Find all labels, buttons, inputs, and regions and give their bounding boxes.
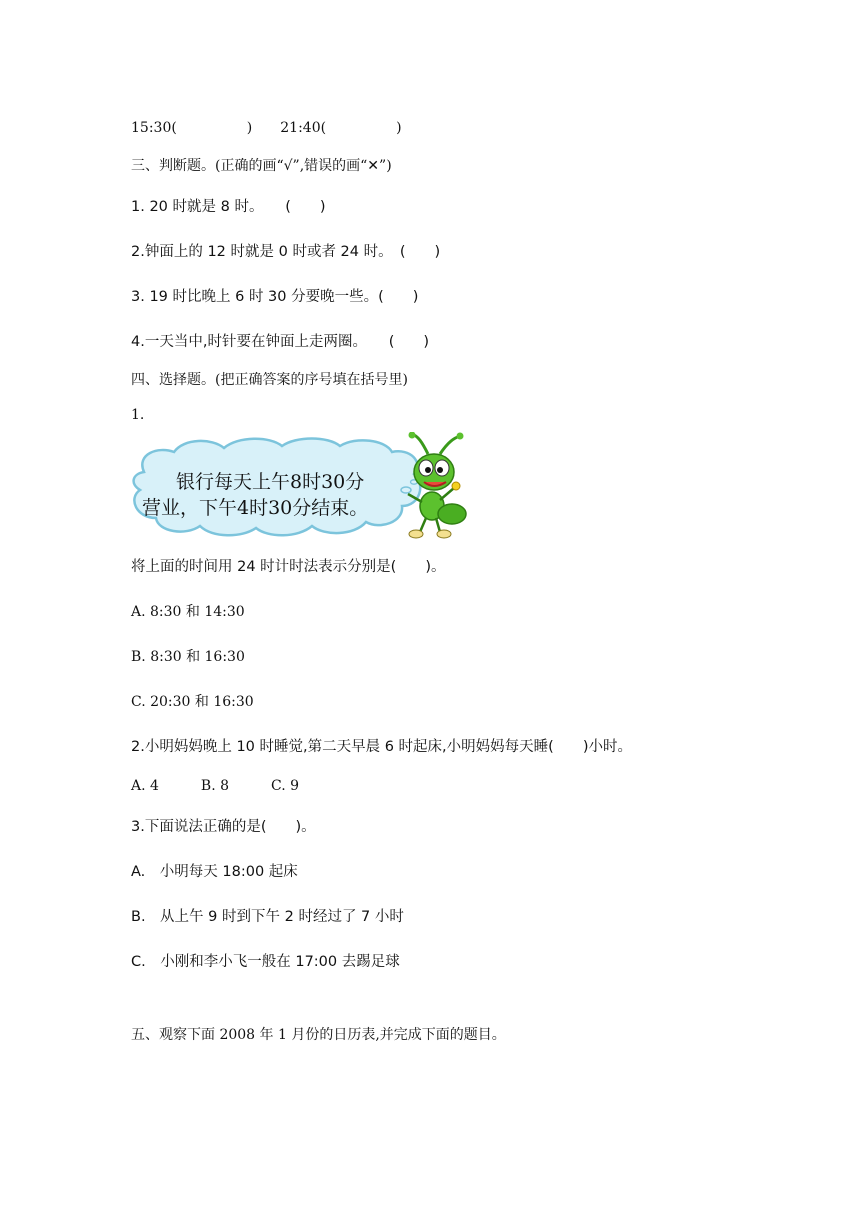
bubble-text-line2: 营业，下午4时30分结束。	[142, 497, 369, 519]
thought-bubble	[134, 439, 421, 536]
choice-question-1-stem: 将上面的时间用 24 时计时法表示分别是( )。	[131, 559, 446, 575]
judgment-question-2: 2.钟面上的 12 时就是 0 时或者 24 时。 ( )	[131, 244, 441, 260]
choice-question-1-option-b: B. 8:30 和 16:30	[131, 649, 245, 665]
choice-question-3-option-a: A. 小明每天 18:00 起床	[131, 864, 298, 880]
judgment-question-1: 1. 20 时就是 8 时。 ( )	[131, 199, 326, 215]
choice-question-3-stem: 3.下面说法正确的是( )。	[131, 819, 316, 835]
choice-question-3-option-c: C. 小刚和李小飞一般在 17:00 去踢足球	[131, 954, 400, 970]
judgment-question-4: 4.一天当中,时针要在钟面上走两圈。 ( )	[131, 334, 430, 350]
choice-question-2-options: A. 4 B. 8 C. 9	[131, 778, 300, 794]
bubble-dot-large	[401, 487, 411, 493]
bubble-text-line1: 银行每天上午8时30分	[176, 471, 365, 493]
section-5-title: 五、观察下面 2008 年 1 月份的日历表,并完成下面的题目。	[131, 1027, 506, 1043]
choice-question-1-option-c: C. 20:30 和 16:30	[131, 694, 254, 710]
judgment-question-3: 3. 19 时比晚上 6 时 30 分要晚一些。( )	[131, 289, 419, 305]
time-conversion-line: 15:30( ) 21:40( )	[131, 120, 402, 136]
choice-question-2-stem: 2.小明妈妈晚上 10 时睡觉,第二天早晨 6 时起床,小明妈妈每天睡( )小时。	[131, 739, 632, 755]
choice-question-1-number: 1.	[131, 407, 145, 423]
choice-question-1-option-a: A. 8:30 和 14:30	[131, 604, 245, 620]
section-3-title: 三、判断题。(正确的画“√”,错误的画“✕”)	[131, 158, 392, 174]
section-4-title: 四、选择题。(把正确答案的序号填在括号里)	[131, 372, 408, 388]
choice-question-3-option-b: B. 从上午 9 时到下午 2 时经过了 7 小时	[131, 909, 404, 925]
bank-hours-illustration	[128, 432, 476, 544]
